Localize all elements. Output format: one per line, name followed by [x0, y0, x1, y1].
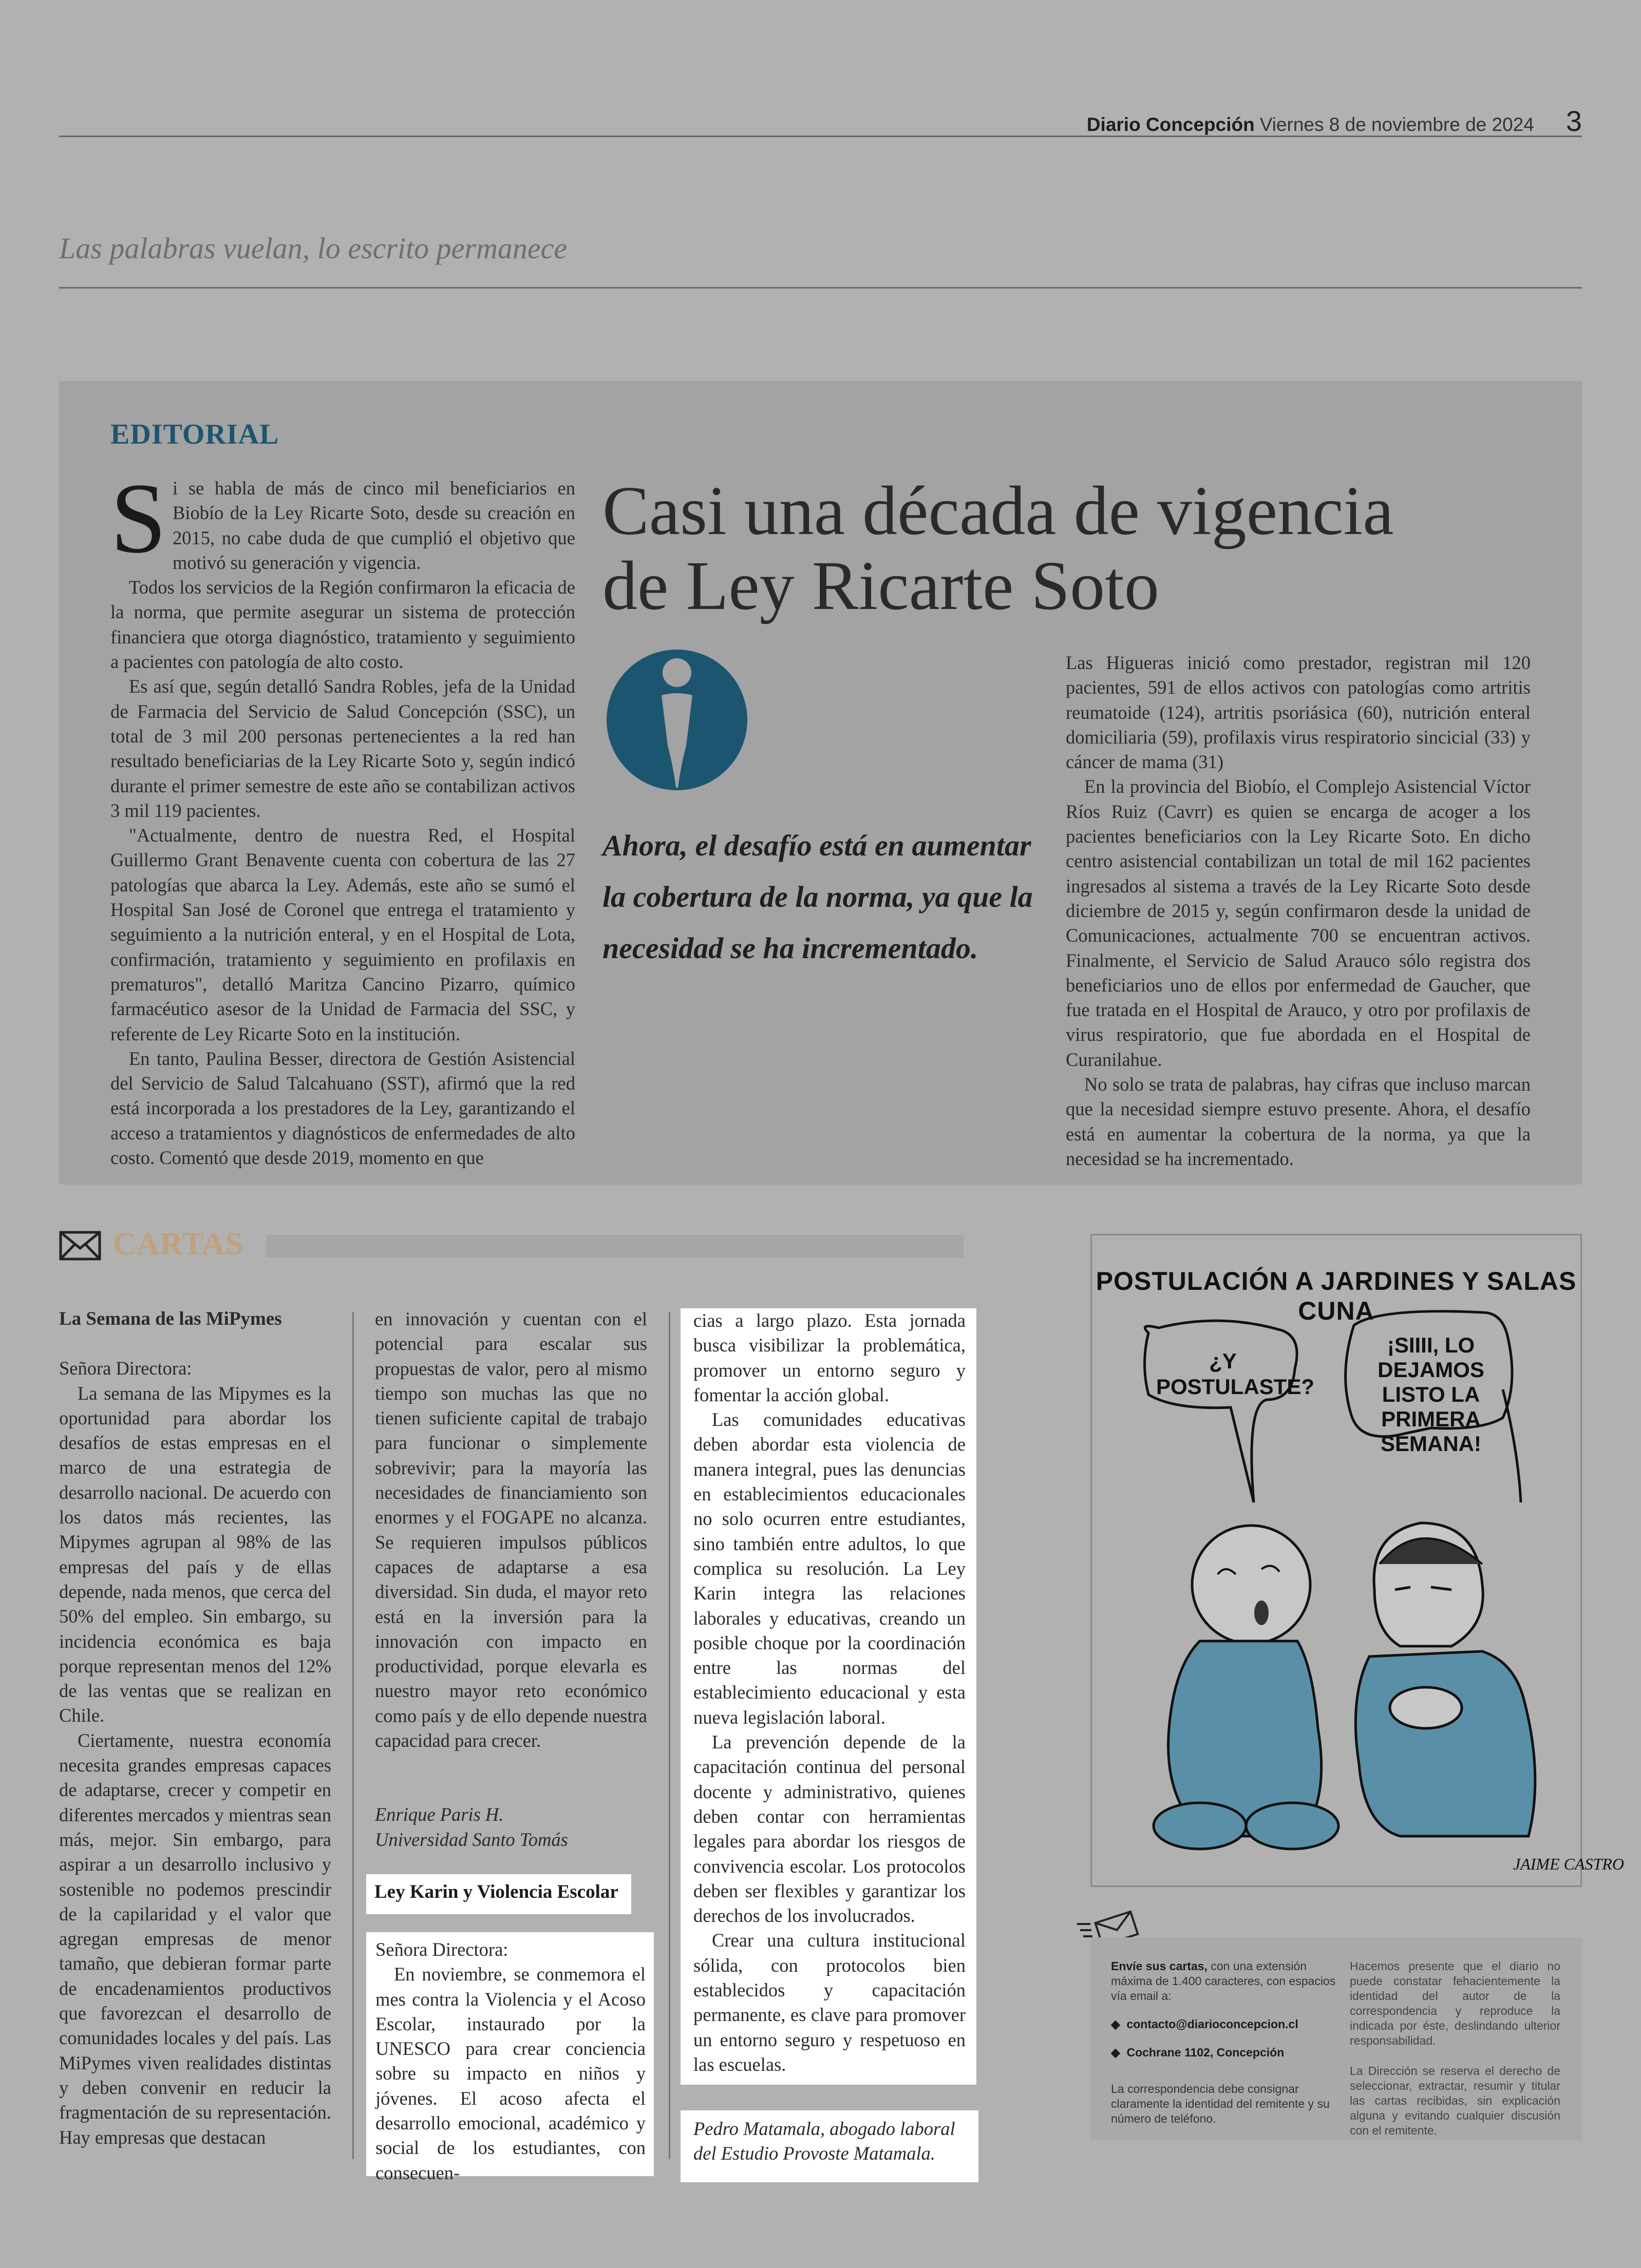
letter-karin-title-box — [366, 1874, 631, 1914]
drop-cap: S — [110, 463, 167, 574]
issue-date: Viernes 8 de noviembre de 2024 — [1259, 114, 1534, 135]
letter-karin-continuation-box — [681, 1308, 976, 2085]
letter-karin-column-2 — [375, 1937, 646, 2185]
editorial-paragraph: Las Higueras inició como prestador, registran mil 120 pacientes, 591 de ellos activos con patologías como artritis reumatoide (124), artritis psoriásica (60), nutrición enteral domiciliaria (59), profilaxis virus respiratorio sincicial (33) y cáncer de mama (31) — [1066, 652, 1531, 773]
editorial-paragraph: Si se habla de más de cinco mil beneficiarios en Biobío de la Ley Ricarte Soto, desde su creación en 2015, no cabe duda de que cumplió el objetivo que motivó su generación y vigencia. — [110, 463, 575, 574]
letter-paragraph: Las comunidades educativas deben abordar esta violencia de manera integral, pues las denuncias en establecimientos educacionales no solo ocurren entre estudiantes, sino también entre adultos, lo que complica su resolución. La Ley Karin integra las relaciones laborales y educativas, creando un posible choque por la coordinación entre las normas del establecimiento educacional y esta nueva legislación laboral. — [693, 1409, 966, 1728]
masthead-info — [1087, 104, 1582, 138]
info-i-icon — [605, 648, 749, 792]
letter-paragraph: Crear una cultura institucional sólida, con protocolos bien establecidos y capacitación permanente, es clave para promover un entorno seguro y respetuoso en las escuelas. — [693, 1930, 966, 2075]
letter-paragraph: La prevención depende de la capacitación continua del personal docente y administrativo, quienes deben contar con herramientas legales para abordar los riesgos de convivencia escolar. Los protocolos deben ser flexibles y garantizar los derechos de los involucrados. — [693, 1731, 966, 1927]
letter-paragraph: Ciertamente, nuestra economía necesita grandes empresas capaces de adaptarse, crecer y competir en diferentes mercados y mientras sean más, mejor. Sin embargo, para aspirar a un desarrollo inclusivo y sostenible no podemos prescindir de la capilaridad y el valor que agregan empresas de menor tamaño, que debieran formar parte de encadenamientos productivos que favorezcan el desarrollo de comunidades locales y del país. Las MiPymes viven realidades distintas y deben convenir en reducir la fragmentación de su representación. Hay empresas que destacan — [59, 1729, 331, 2148]
page-number: 3 — [1565, 105, 1582, 137]
letters-rights: La Dirección se reserva el derecho de seleccionar, extractar, resumir y titular las cartas recibidas, sin explicación alguna y evitando cualquier discusión con el remitente. — [1350, 2064, 1560, 2137]
letter-signature-org: Universidad Santo Tomás — [375, 1828, 568, 1850]
letter-title: Ley Karin y Violencia Escolar — [374, 1881, 618, 1902]
letter-mipymes-column-1 — [59, 1307, 331, 2150]
letters-disclaimer: Hacemos presente que el diario no puede constatar fehacientemente la identidad del autor de la correspondencia y reproduce la indicada por éste, deslindando ulterior responsabilidad. — [1350, 1959, 1560, 2047]
speech-bubble-right: ¡SIIII, LO DEJAMOS LISTO LA PRIMERA SEMANA! — [1378, 1333, 1484, 1456]
letter-paragraph: La semana de las Mipymes es la oportunidad para abordar los desafíos de estas empresas en el marco de una estrategia de desarrollo nacional. De acuerdo con los datos más recientes, las Mipymes agrupan al 98% de las empresas del país y de ellas depende, nada menos, que cerca del 50% del empleo. Sin embargo, su incidencia económica es baja porque representan menos del 12% de las ventas que se realizan en Chile. — [59, 1382, 331, 1726]
section-header — [59, 226, 1582, 289]
letter-signature-name: Enrique Paris H. — [375, 1804, 504, 1825]
cartas-label: CARTAS — [113, 1227, 244, 1262]
editorial-column-3 — [1066, 651, 1531, 1171]
letter-paragraph: En noviembre, se conmemora el mes contra la Violencia y el Acoso Escolar, instaurado por la UNESCO para crear conciencia sobre su impacto en niños y jóvenes. El acoso afecta el desarrollo emocional, académico y social de los estudiantes, con consecuen- — [375, 1964, 646, 2183]
letter-salutation: Señora Directora: — [375, 1939, 508, 1960]
letter-karin-signature-box — [681, 2110, 978, 2182]
letter-signature: Pedro Matamala, abogado laboral del Estudio Provoste Matamala. — [693, 2118, 955, 2164]
letters-email[interactable]: ◆ contacto@diarioconcepcion.cl — [1111, 2017, 1298, 2031]
envelope-icon — [59, 1231, 101, 1261]
letter-karin-start-box — [366, 1932, 654, 2183]
editorial-headline: Casi una década de vigencia de Ley Ricarte Soto — [602, 472, 1394, 624]
letter-paragraph: en innovación y cuentan con el potencial para escalar sus propuestas de valor, pero al mismo tiempo son muchas las que no tienen suficiente capital de trabajo para funcionar o simplemente sobrevivir; para la mayoría las necesidades de financiamiento son enormes y el FOGAPE no alcanza. Se requieren impulsos públicos capaces de adaptarse a esa diversidad. Sin duda, el mayor reto está en la inversión para la innovación con impacto en productividad, porque elevarla es nuestro mayor reto económico como país y de ello depende nuestra capacidad para crecer. — [375, 1308, 647, 1751]
cartoon-artist: JAIME CASTRO — [1513, 1855, 1624, 1873]
letters-info-right — [1350, 1959, 1560, 2138]
editorial-column-1 — [110, 463, 575, 1170]
editorial-paragraph: En tanto, Paulina Besser, directora de Gestión Asistencial del Servicio de Salud Talcahuano (SST), afirmó que la red está incorporada a los prestadores de la Ley, garantizando el acceso a tratamientos y diagnósticos de enfermedades de alto costo. Comentó que desde 2019, momento en que — [110, 1047, 575, 1169]
masthead — [59, 100, 1582, 137]
paper-name: Diario Concepción — [1086, 114, 1255, 135]
letter-karin-column-3 — [693, 1308, 966, 2077]
editorial-paragraph: "Actualmente, dentro de nuestra Red, el Hospital Guillermo Grant Benavente cuenta con cobertura de las 27 patologías que abarca la Ley. Además, este año se sumó el Hospital San José de Coronel que entrega el tratamiento y seguimiento a la nutrición enteral, y en el Hospital de Lota, confirmación, tratamiento y seguimiento en profilaxis en prematuros", detalló Maritza Cancino Pizarro, químico farmacéutico asesor de la Unidad de Farmacia del SSC, y referente de Ley Ricarte Soto en la institución. — [110, 825, 575, 1044]
letter-paragraph: cias a largo plazo. Esta jornada busca visibilizar la problemática, promover un entorno seguro y fomentar la acción global. — [693, 1310, 966, 1405]
letters-note: La correspondencia debe consignar claramente la identidad del remitente y su número de teléfono. — [1111, 2082, 1330, 2125]
editorial-paragraph: En la provincia del Biobío, el Complejo Asistencial Víctor Ríos Ruiz (Cavrr) es quien se encarga de acoger a los pacientes beneficiarios con la Ley Ricarte Soto. En dicho centro asistencial contabilizan un total de mil 162 pacientes ingresados al sistema a través de la Ley Ricarte Soto desde diciembre de 2015 y, según confirmaron desde la unidad de Comunicaciones, actualmente 700 se encuentran activos. Finalmente, el Servicio de Salud Arauco sólo registra dos beneficiarios uno de ellos por enfermedad de Gaucher, que fue tratada en el Hospital de Arauco, y otro por profilaxis de virus respiratorio, que fue abordada en el Hospital de Curanilahue. — [1066, 776, 1531, 1070]
letters-info-box — [1090, 1937, 1582, 2140]
editorial-pullquote: Ahora, el desafío está en aumentar la cobertura de la norma, ya que la necesidad se ha incrementado. — [602, 829, 1033, 965]
editorial-paragraph: Todos los servicios de la Región confirmaron la eficacia de la norma, que permite asegurar un sistema de protección financiera que otorga diagnóstico, tratamiento y seguimiento a pacientes con patología de alto costo. — [110, 577, 575, 673]
column-rule — [352, 1312, 354, 2159]
letters-info-left — [1111, 1959, 1342, 2126]
editorial-label: EDITORIAL — [110, 418, 279, 450]
speech-bubble-left: ¿Y POSTULASTE? — [1156, 1349, 1315, 1399]
letter-title: La Semana de las MiPymes — [59, 1308, 282, 1329]
editorial-box — [59, 381, 1582, 1185]
cartoon-drawing — [1092, 1235, 1624, 1885]
letter-salutation: Señora Directora: — [59, 1358, 192, 1379]
cartas-divider — [266, 1235, 964, 1257]
editorial-paragraph: Es así que, según detalló Sandra Robles, jefa de la Unidad de Farmacia del Servicio de Salud Concepción (SSC), un total de 3 mil 200 personas pertenecientes a la red han resultado beneficiarias de la Ley Ricarte Soto y, según indicó durante el primer semestre de este año se contabilizan activos 3 mil 119 pacientes. — [110, 676, 575, 821]
editorial-paragraph: No solo se trata de palabras, hay cifras que incluso marcan que la necesidad siempre estuvo presente. Ahora, el desafío está en aumentar la cobertura de la norma, ya que la necesidad se ha incrementado. — [1066, 1074, 1531, 1169]
letter-mipymes-column-2 — [375, 1307, 647, 1852]
section-slogan: Las palabras vuelan, lo escrito permanece — [59, 232, 568, 265]
letters-address: ◆ Cochrane 1102, Concepción — [1111, 2046, 1285, 2059]
cartoon-title: POSTULACIÓN A JARDINES Y SALAS CUNA — [1096, 1267, 1577, 1325]
letters-info-lead: Envíe sus cartas, con una extensión máxima de 1.400 caracteres, con espacios vía email a: — [1111, 1959, 1336, 2003]
editorial-cartoon — [1090, 1234, 1624, 1887]
column-rule — [669, 1312, 670, 2159]
